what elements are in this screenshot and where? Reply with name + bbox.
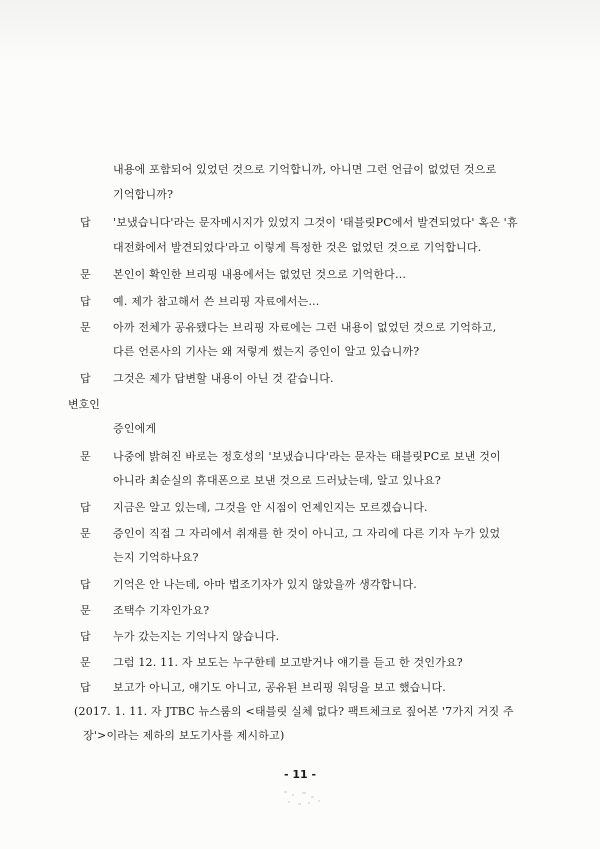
question-label: 문 <box>80 656 91 669</box>
text-line: 아니라 최순실의 휴대폰으로 보낸 것으로 드러났는데, 알고 있나요? <box>113 474 441 487</box>
page-number: - 11 - <box>283 768 317 781</box>
exhibit-note: (2017. 1. 11. 자 JTBC 뉴스룸의 <태블릿 실체 없다? 팩트체크로 짚어본 '7가지 거짓 주 <box>74 705 514 718</box>
faint-stamp-icon <box>278 788 328 810</box>
answer-label: 답 <box>80 216 91 229</box>
answer-label: 답 <box>80 681 91 694</box>
text-line: 기억은 안 나는데, 아마 법조기자가 있지 않았을까 생각합니다. <box>113 578 417 591</box>
text-line: 는지 기억하나요? <box>113 551 199 564</box>
text-line: 예. 제가 참고해서 쓴 브리핑 자료에서는… <box>113 295 320 308</box>
answer-label: 답 <box>80 501 91 514</box>
exhibit-note: 장'>이라는 제하의 보도기사를 제시하고) <box>83 729 285 742</box>
answer-label: 답 <box>80 372 91 385</box>
text-line: 그것은 제가 답변할 내용이 아닌 것 같습니다. <box>113 372 334 385</box>
text-line: 누가 갔는지는 기억나지 않습니다. <box>113 630 280 643</box>
text-line: 본인이 확인한 브리핑 내용에서는 없었던 것으로 기억한다… <box>113 268 407 281</box>
answer-label: 답 <box>80 630 91 643</box>
text-line: '보냈습니다'라는 문자메시지가 있었지 그것이 '태블릿PC에서 발견되었다' 혹은 '휴 <box>113 216 518 229</box>
text-line: 증인에게 <box>113 422 157 435</box>
text-line: 지금은 알고 있는데, 그것을 안 시점이 언제인지는 모르겠습니다. <box>113 501 428 514</box>
speaker-label: 변호인 <box>68 398 100 411</box>
question-label: 문 <box>80 527 91 540</box>
text-line: 증인이 직접 그 자리에서 취재를 한 것이 아니고, 그 자리에 다른 기자 누가 있었 <box>113 527 501 540</box>
faint-stamp-mark <box>278 788 328 810</box>
question-label: 문 <box>80 321 91 334</box>
text-line: 기억합니까? <box>113 188 174 201</box>
text-line: 다른 언론사의 기사는 왜 저렇게 썼는지 증인이 알고 있습니까? <box>113 345 420 358</box>
text-line: 아까 전체가 공유됐다는 브리핑 자료에는 그런 내용이 없었던 것으로 기억하고, <box>113 321 497 334</box>
text-line: 조택수 기자인가요? <box>113 604 210 617</box>
text-line: 내용에 포함되어 있었던 것으로 기억합니까, 아니면 그런 언급이 없었던 것으로 <box>113 163 497 176</box>
text-line: 대전화에서 발견되었다'라고 이렇게 특정한 것은 없었던 것으로 기억합니다. <box>113 241 482 254</box>
answer-label: 답 <box>80 295 91 308</box>
text-line: 보고가 아니고, 얘기도 아니고, 공유된 브리핑 워딩을 보고 했습니다. <box>113 681 446 694</box>
question-label: 문 <box>80 450 91 463</box>
answer-label: 답 <box>80 578 91 591</box>
text-line: 그럼 12. 11. 자 보도는 누구한테 보고받거나 얘기를 듣고 한 것인가요? <box>113 656 463 669</box>
text-line: 나중에 밝혀진 바로는 정호성의 '보냈습니다'라는 문자는 태블릿PC로 보낸 것이 <box>113 450 501 463</box>
question-label: 문 <box>80 604 91 617</box>
question-label: 문 <box>80 268 91 281</box>
scan-shadow <box>0 0 600 70</box>
